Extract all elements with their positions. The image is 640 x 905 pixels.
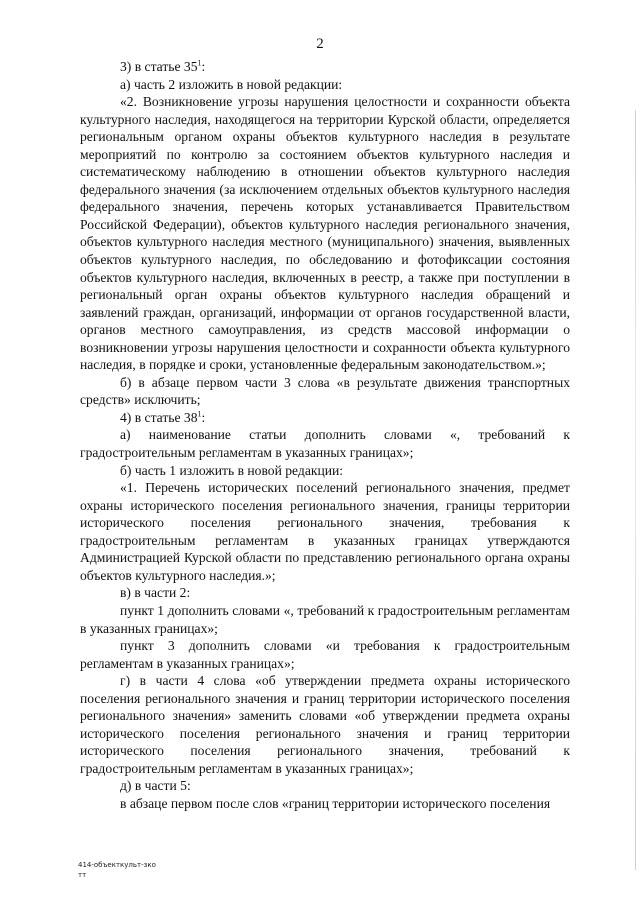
paragraph: б) в абзаце первом части 3 слова «в результате движения транспортных средств» исключить;: [80, 374, 570, 408]
paragraph: в) в части 2:: [120, 585, 191, 601]
paragraph-punctuation: :: [201, 59, 206, 74]
footer-file-code: 414-объекткульт-зко: [78, 861, 156, 869]
paragraph-punctuation: :: [201, 409, 206, 425]
paragraph: а) часть 2 изложить в новой редакции:: [120, 76, 343, 92]
paragraph: пункт 1 дополнить словами «, требований к градостроительным регламентам в указанных границах»;: [80, 602, 570, 636]
document-footer: [78, 860, 156, 880]
paragraph: «2. Возникновение угрозы нарушения целостности и сохранности объекта культурного наследия, находящегося на территории Курской области, определяется региональным органом охраны объектов культурного наследия в результате мероприятий по контролю за состоянием объектов культурного наследия и систематическому наблюдению в отношении объектов культурного наследия федерального значения (за исключением отдельных объектов культурного наследия федерального значения, перечень которых устанавливается Правительством Российской Федерации), объектов культурного наследия регионального значения, объектов культурного наследия местного (муниципального) значения, выявленных объектов культурного наследия, по обследованию и фотофиксации состояния объектов культурного наследия, включенных в реестр, а также при поступлении в региональный орган охраны объектов культурного наследия обращений и заявлений граждан, организаций, информации от органов государственной власти, органов местного самоуправления, из средств массовой информации о возникновении угрозы нарушения целостности и сохранности объекта культурного наследия, в порядке и сроки, установленные федеральным законодательством.»;: [80, 94, 570, 373]
paragraph: г) в части 4 слова «об утверждении предмета охраны исторического поселения регионального значения и границ территории исторического поселения регионального значения» заменить словами «об утверждении предмета охраны исторического поселения регионального значения и границ территории исторического поселения регионального значения, требований к градостроительным регламентам в указанных границах»;: [80, 673, 570, 776]
paragraph: в абзаце первом после слов «границ территории исторического поселения: [120, 795, 551, 811]
scan-edge-line: [635, 110, 636, 870]
footer-initials: тт: [78, 871, 87, 879]
paragraph: пункт 3 дополнить словами «и требования к градостроительным регламентам в указанных границах»;: [80, 638, 570, 671]
article-superscript: 1: [197, 58, 202, 68]
paragraph: [80, 409, 570, 427]
paragraph-text: 4) в статье 38: [120, 409, 198, 425]
paragraph-text: 3) в статье 35: [120, 59, 198, 74]
page-number: 2: [316, 36, 324, 52]
paragraph: «1. Перечень исторических поселений регионального значения, предмет охраны исторического поселения регионального значения, границы территории исторического поселения регионального значения, требования к градостроительным регламентам в указанных границах утверждаются Администрацией Курской области по представлению регионального органа охраны объектов культурного наследия.»;: [80, 480, 570, 583]
document-body: [80, 58, 570, 813]
paragraph: д) в части 5:: [120, 778, 191, 794]
article-superscript: 1: [197, 409, 202, 419]
paragraph: б) часть 1 изложить в новой редакции:: [120, 462, 344, 478]
paragraph: [80, 58, 570, 76]
paragraph: а) наименование статьи дополнить словами «, требований к градостроительным регламентам в указанных границах»;: [80, 427, 570, 461]
